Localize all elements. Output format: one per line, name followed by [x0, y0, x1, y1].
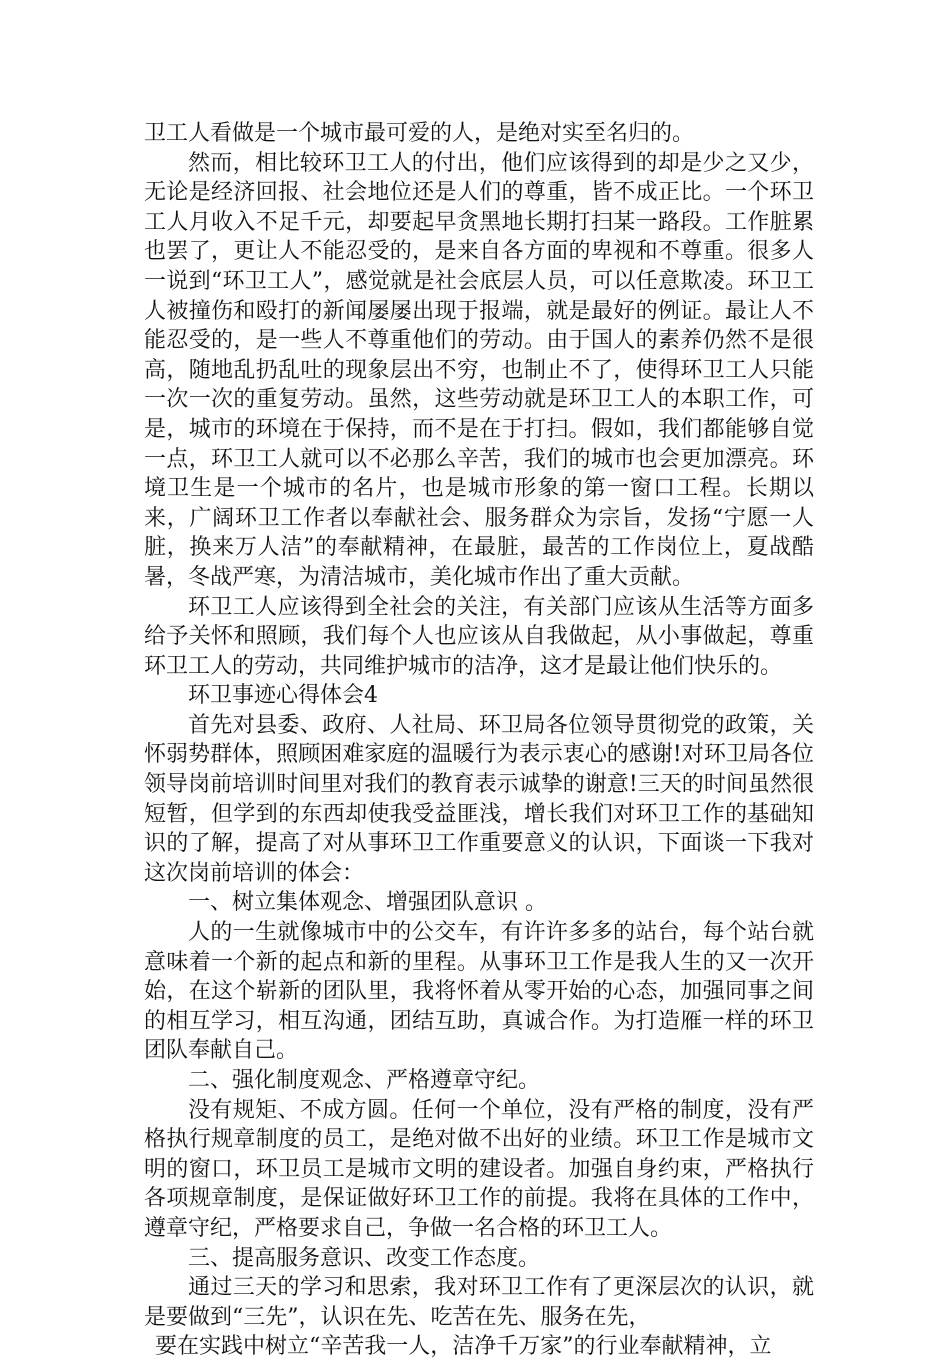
paragraph-12: 要在实践中树立“辛苦我一人，洁净千万家”的行业奉献精神，立 [155, 1334, 772, 1360]
paragraph-7: 人的一生就像城市中的公交车，有许许多多的站台，每个站台就意味着一个新的起点和新的里程。从事环卫工作是我人生的又一次开始，在这个崭新的团队里，我将怀着从零开始的心态，加强同事之间的相互学习，相互沟通，团结互助，真诚合作。为打造雁一样的环卫团队奉献自己。 [144, 920, 814, 1064]
paragraph-2: 然而，相比较环卫工人的付出，他们应该得到的却是少之又少，无论是经济回报、社会地位还是人们的尊重，皆不成正比。一个环卫工人月收入不足千元，却要起早贪黑地长期打扫某一路段。工作脏累也罢了，更让人不能忍受的，是来自各方面的卑视和不尊重。很多人一说到“环卫工人”，感觉就是社会底层人员，可以任意欺凌。环卫工人被撞伤和殴打的新闻屡屡出现于报端，就是最好的例证。最让人不能忍受的，是一些人不尊重他们的劳动。由于国人的素养仍然不是很高，随地乱扔乱吐的现象层出不穷，也制止不了，使得环卫工人只能一次一次的重复劳动。虽然，这些劳动就是环卫工人的本职工作，可是，城市的环境在于保持，而不是在于打扫。假如，我们都能够自觉一点，环卫工人就可以不必那么辛苦，我们的城市也会更加漂亮。环境卫生是一个城市的名片，也是城市形象的第一窗口工程。长期以来，广阔环卫工作者以奉献社会、服务群众为宗旨，发扬“宁愿一人脏，换来万人洁”的奉献精神，在最脏，最苦的工作岗位上，夏战酷暑，冬战严寒，为清洁城市，美化城市作出了重大贡献。 [144, 150, 814, 590]
section-heading-4: 环卫事迹心得体会4 [188, 683, 378, 709]
subheading-1: 一、树立集体观念、增强团队意识 。 [188, 890, 547, 916]
paragraph-11: 通过三天的学习和思索，我对环卫工作有了更深层次的认识，就是要做到“三先”，认识在先、吃苦在先、服务在先， [144, 1275, 814, 1330]
paragraph-5: 首先对县委、政府、人社局、环卫局各位领导贯彻党的政策，关怀弱势群体，照顾困难家庭的温暖行为表示衷心的感谢!对环卫局各位领导岗前培训时间里对我们的教育表示诚挚的谢意!三天的时间虽然很短暂，但学到的东西却使我受益匪浅，增长我们对环卫工作的基础知识的了解，提高了对从事环卫工作重要意义的认识，下面谈一下我对这次岗前培训的体会： [144, 712, 814, 886]
subheading-3: 三、提高服务意识、改变工作态度。 [188, 1245, 541, 1271]
subheading-2: 二、强化制度观念、严格遵章守纪。 [188, 1068, 541, 1093]
paragraph-1: 卫工人看做是一个城市最可爱的人，是绝对实至名归的。 [144, 121, 695, 146]
paragraph-9: 没有规矩、不成方圆。任何一个单位，没有严格的制度，没有严格执行规章制度的员工，是绝对做不出好的业绩。环卫工作是城市文明的窗口，环卫员工是城市文明的建设者。加强自身约束，严格执行各项规章制度，是保证做好环卫工作的前提。我将在具体的工作中，遵章守纪，严格要求自己，争做一名合格的环卫工人。 [144, 1097, 814, 1241]
paragraph-3: 环卫工人应该得到全社会的关注，有关部门应该从生活等方面多给予关怀和照顾，我们每个人也应该从自我做起，从小事做起，尊重环卫工人的劳动，共同维护城市的洁净，这才是最让他们快乐的。 [144, 594, 814, 679]
document-body [144, 119, 814, 1362]
